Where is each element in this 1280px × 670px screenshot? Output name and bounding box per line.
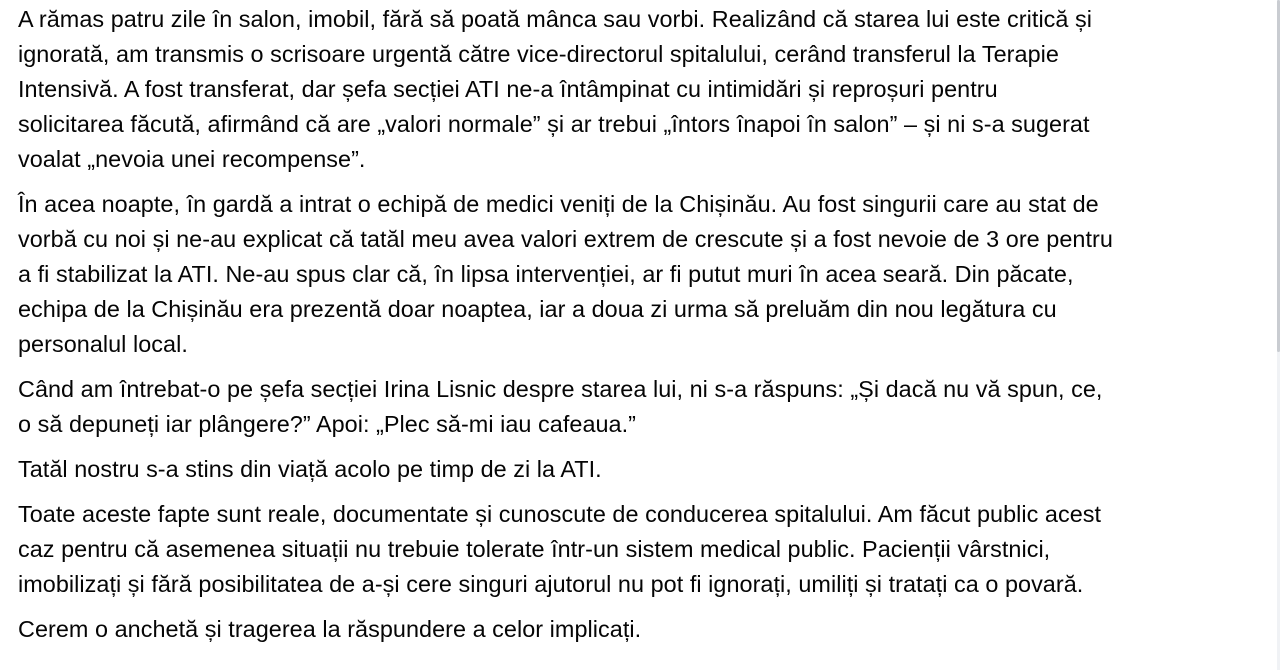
post-text (18, 2, 1280, 657)
text-line: caz pentru că asemenea situații nu trebuie tolerate într-un sistem medical public. Pacienții vârstnici, (18, 536, 1051, 562)
text-line: vorbă cu noi și ne-au explicat că tatăl meu avea valori extrem de crescute și a fost nevoie de 3 ore pentru (18, 226, 1113, 252)
paragraph (18, 497, 1280, 602)
paragraph (18, 452, 1280, 487)
paragraph (18, 2, 1280, 177)
text-line: imobilizați și fără posibilitatea de a-și cere singuri ajutorul nu pot fi ignorați, umiliți și tratați ca o povară. (18, 571, 1084, 597)
text-line: Cerem o anchetă și tragerea la răspundere a celor implicați. (18, 616, 642, 642)
text-line: Intensivă. A fost transferat, dar șefa secției ATI ne-a întâmpinat cu intimidări și reproșuri pentru (18, 76, 998, 102)
text-line: În acea noapte, în gardă a intrat o echipă de medici veniți de la Chișinău. Au fost singurii care au stat de (18, 191, 1099, 217)
text-line: voalat „nevoia unei recompense”. (18, 146, 366, 172)
text-line: A rămas patru zile în salon, imobil, fără să poată mânca sau vorbi. Realizând că starea lui este critică și (18, 6, 1093, 32)
text-line: Tatăl nostru s-a stins din viață acolo pe timp de zi la ATI. (18, 456, 602, 482)
paragraph (18, 187, 1280, 362)
paragraph (18, 372, 1280, 442)
text-line: solicitarea făcută, afirmând că are „valori normale” și ar trebui „întors înapoi în salon” – și ni s-a sugerat (18, 111, 1090, 137)
text-line: Toate aceste fapte sunt reale, documentate și cunoscute de conducerea spitalului. Am făcut public acest (18, 501, 1102, 527)
text-line: a fi stabilizat la ATI. Ne-au spus clar că, în lipsa intervenției, ar fi putut muri în acea seară. Din păcate, (18, 261, 1074, 287)
text-line: o să depuneți iar plângere?” Apoi: „Plec să-mi iau cafeaua.” (18, 411, 637, 437)
text-line: Când am întrebat-o pe șefa secției Irina Lisnic despre starea lui, ni s-a răspuns: „Și dacă nu vă spun, ce, (18, 376, 1103, 402)
text-line: personalul local. (18, 331, 188, 357)
text-line: ignorată, am transmis o scrisoare urgentă către vice-directorul spitalului, cerând transferul la Terapie (18, 41, 1059, 67)
text-line: echipa de la Chișinău era prezentă doar noaptea, iar a doua zi urma să preluăm din nou legătura cu (18, 296, 1057, 322)
paragraph (18, 612, 1280, 647)
